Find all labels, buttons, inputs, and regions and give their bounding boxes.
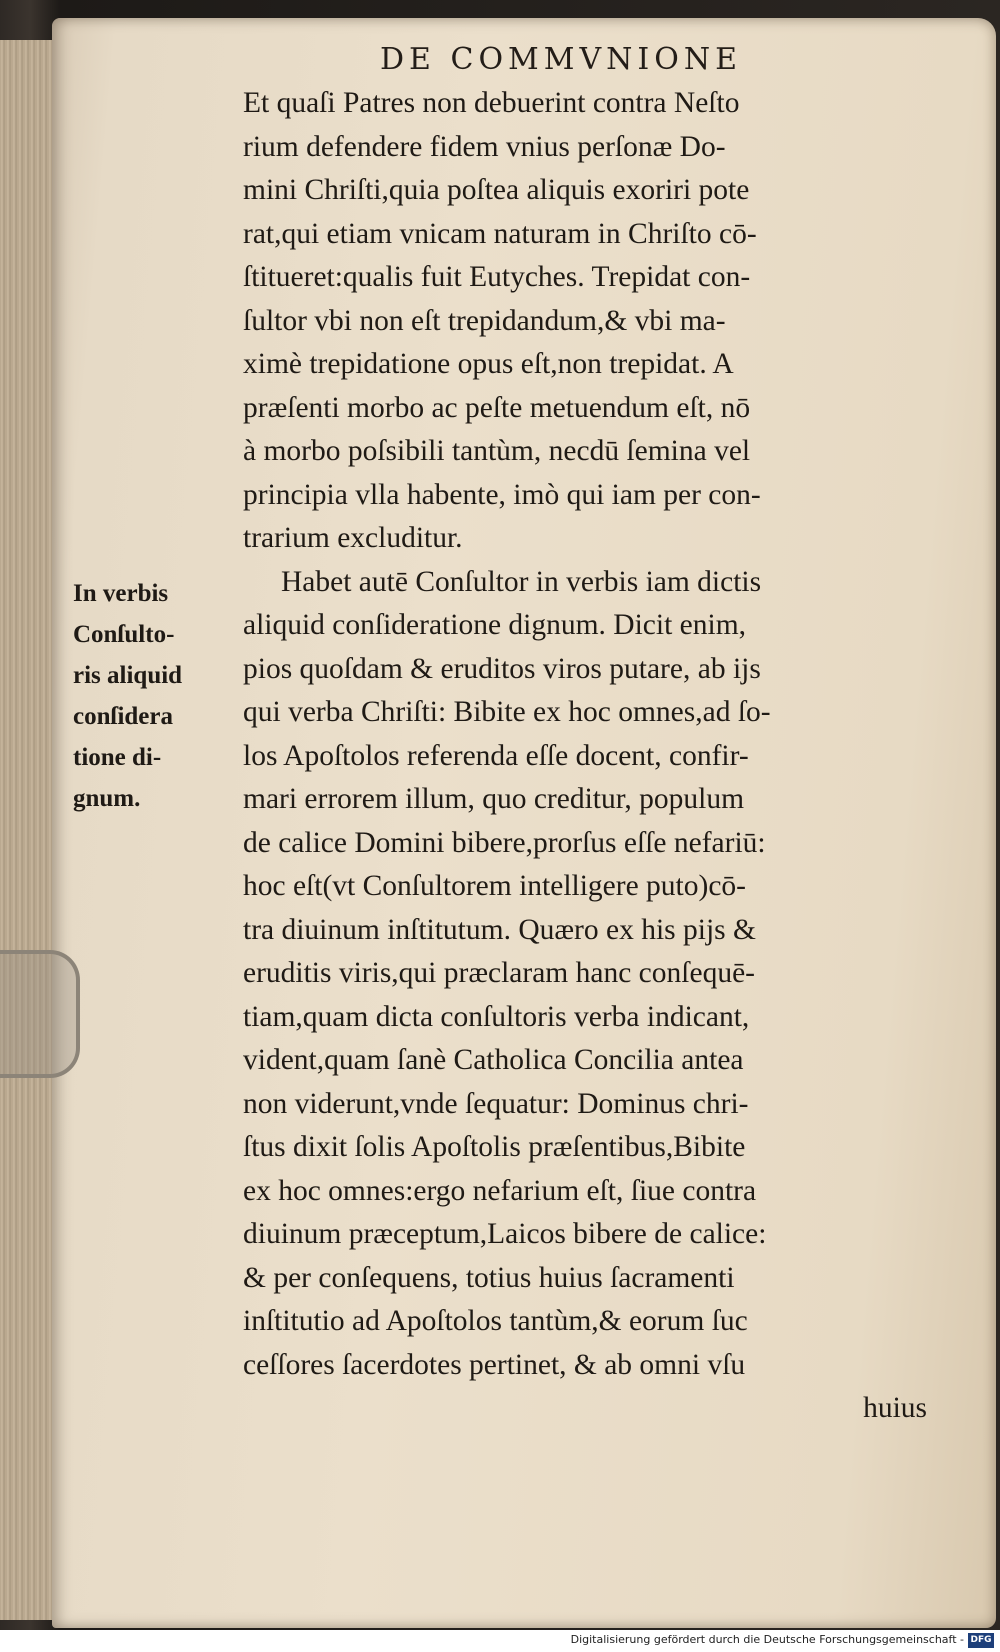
marginal-line: tione di-: [73, 744, 162, 771]
marginal-line: In verbis: [73, 580, 169, 607]
text-line: ſtus dixit ſolis Apoſtolis præſentibus,Bibite: [243, 1131, 746, 1163]
marginal-note: [73, 573, 233, 819]
text-line: aliquid conſideratione dignum. Dicit enim,: [243, 609, 747, 641]
text-line: vident,quam ſanè Catholica Concilia antea: [243, 1044, 744, 1076]
marginal-line: gnum.: [73, 785, 141, 812]
dfg-logo: DFG: [968, 1633, 994, 1648]
text-line: à morbo poſsibili tantùm, necdū ſemina vel: [243, 435, 751, 467]
text-line: rium defendere fidem vnius perſonæ Do-: [243, 130, 726, 163]
text-line: Et quaſi Patres non debuerint contra Neſto: [243, 87, 740, 119]
text-line: eruditis viris,qui præclaram hanc conſequē-: [243, 957, 755, 989]
text-line: de calice Domini bibere,prorſus eſſe nefariū:: [243, 826, 766, 859]
digitization-credit: Digitalisierung gefördert durch die Deutsche Forschungsgemeinschaft -: [570, 1633, 964, 1646]
catchword: huius: [863, 1392, 927, 1424]
marginal-line: conſidera: [73, 703, 173, 730]
text-line: pios quoſdam & eruditos viros putare, ab ijs: [243, 652, 761, 685]
text-line: non viderunt,vnde ſequatur: Dominus chri-: [243, 1087, 749, 1120]
marginal-line: Conſulto-: [73, 621, 175, 648]
running-header: DE COMMVNIONE: [380, 42, 742, 77]
text-line: Habet autē Conſultor in verbis iam dictis: [281, 565, 762, 598]
text-line: principia vlla habente, imò qui iam per con-: [243, 478, 761, 511]
text-line: qui verba Chriſti: Bibite ex hoc omnes,ad ſo-: [243, 696, 771, 728]
text-line: ſtitueret:qualis fuit Eutyches. Trepidat con-: [243, 261, 751, 293]
text-line: tra diuinum inſtitutum. Quæro ex his pijs &: [243, 913, 756, 946]
text-line: trarium excluditur.: [243, 522, 463, 554]
text-line: los Apoſtolos referenda eſſe docent, confir-: [243, 739, 749, 772]
text-line: mari errorem illum, quo creditur, populum: [243, 783, 745, 815]
marginal-line: ris aliquid: [73, 662, 183, 689]
text-line: inſtitutio ad Apoſtolos tantùm,& eorum ſuc: [243, 1305, 748, 1337]
text-line: ceſſores ſacerdotes pertinet, & ab omni vſu: [243, 1348, 746, 1381]
book-clasp: [0, 950, 80, 1078]
text-line: diuinum præceptum,Laicos bibere de calice:: [243, 1218, 767, 1250]
text-line: rat,qui etiam vnicam naturam in Chriſto cō-: [243, 217, 757, 250]
text-line: mini Chriſti,quia poſtea aliquis exoriri pote: [243, 174, 750, 206]
text-line: ximè trepidatione opus eſt,non trepidat. A: [243, 348, 734, 380]
body-text: [243, 82, 927, 1431]
text-line: & per conſequens, totius huius ſacramenti: [243, 1261, 735, 1294]
text-line: præſenti morbo ac peſte metuendum eſt, nō: [243, 391, 751, 424]
text-line: tiam,quam dicta conſultoris verba indicant,: [243, 1000, 750, 1033]
text-line: ſultor vbi non eſt trepidandum,& vbi ma-: [243, 304, 726, 337]
text-line: ex hoc omnes:ergo nefarium eſt, ſiue contra: [243, 1174, 757, 1207]
text-line: hoc eſt(vt Conſultorem intelligere puto)cō-: [243, 870, 746, 902]
